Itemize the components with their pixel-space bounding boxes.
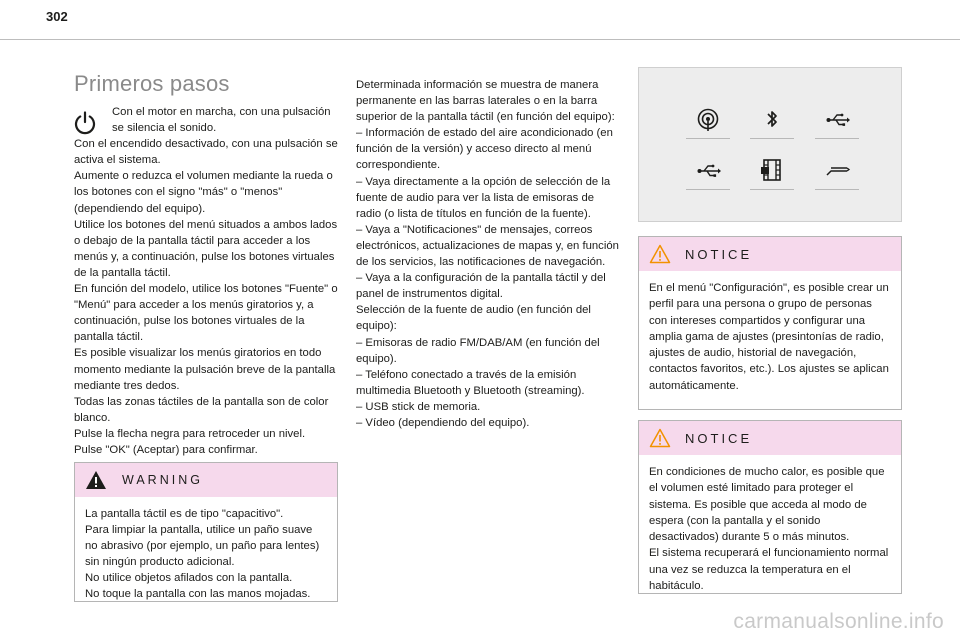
warning-box — [74, 462, 338, 602]
column-left — [74, 70, 338, 458]
notice-text: En el menú "Configuración", es posible crear un perfil para una persona o grupo de personas con intereses compartidos y configurar una amplia gama de ajustes (presintonías de radio, ajustes de audio, historial de navegación, contactos favoritos, etc.). Los ajustes se aplican automáticamente. — [649, 282, 889, 392]
notice-box-settings — [638, 236, 902, 410]
notice-icon — [649, 244, 671, 264]
warning-label: WARNING — [122, 473, 203, 487]
radio-icon — [686, 103, 730, 139]
usb-icon — [815, 103, 859, 139]
audio-source-icon-panel — [638, 67, 902, 222]
power-instruction — [74, 104, 338, 136]
warning-text: La pantalla táctil es de tipo "capacitivo". Para limpiar la pantalla, utilice un paño suave no abrasivo (por ejemplo, un paño para lentes) sin ningún producto adicional. No utilice objetos afilados con la pantalla. No toque la pantalla con las manos mojadas. — [85, 508, 320, 601]
intro-paragraph: Con el encendido desactivado, con una pulsación se activa el sistema. Aumente o reduzca el volumen mediante la rueda o los botones con el signo "más" o "menos" (dependiendo del equipo). Utilice los botones del menú situados a ambos lados o debajo de la pantalla táctil para acceder a los menús y, a continuación, pulse los botones virtuales de la pantalla táctil. En función del modelo, utilice los botones "Fuente" o "Menú" para acceder a los menús giratorios y, a continuación, pulse los botones virtuales de la pantalla táctil. Es posible visualizar los menús giratorios en todo momento mediante la pulsación breve de la pantalla mediante tres dedos. Todas las zonas táctiles de la pantalla son de color blanco. Pulse la flecha negra para retroceder un nivel. Pulse "OK" (Aceptar) para confirmar. — [74, 138, 338, 456]
page-number: 302 — [46, 9, 68, 24]
warning-icon — [85, 470, 107, 490]
notice-label: NOTICE — [685, 247, 753, 262]
usb-icon — [686, 154, 730, 190]
column-middle: Determinada información se muestra de manera permanente en las barras laterales o en la barra superior de la pantalla táctil (en función del equipo): – Información de estado del aire acondicionado (en función de la versión) y acceso directo al menú correspondiente. – Vaya directamente a la opción de selección de la fuente de audio para ver la lista de emisoras de radio (o lista de títulos en función de la fuente). – Vaya a "Notificaciones" de mensajes, correos electrónicos, actualizaciones de mapas y, en función de los servicios, las notificaciones de navegación. – Vaya a la configuración de la pantalla táctil y del panel de instrumentos digital. Selección de la fuente de audio (en función del equipo): – Emisoras de radio FM/DAB/AM (en función del equipo). – Teléfono conectado a través de la emisión multimedia Bluetooth y Bluetooth (streaming). – USB stick de memoria. – Vídeo (dependiendo del equipo). — [356, 79, 619, 429]
section-title: Primeros pasos — [74, 71, 230, 96]
warning-header — [75, 463, 337, 497]
notice-icon — [649, 428, 671, 448]
notice-header — [639, 421, 901, 455]
video-icon — [750, 154, 794, 190]
power-text: Con el motor en marcha, con una pulsación se silencia el sonido. — [112, 106, 331, 135]
bluetooth-icon — [750, 103, 794, 139]
aux-jack-icon — [815, 154, 859, 190]
notice-box-temperature — [638, 420, 902, 594]
header-divider — [0, 39, 960, 40]
notice-label: NOTICE — [685, 431, 753, 446]
power-icon — [72, 110, 98, 136]
notice-header — [639, 237, 901, 271]
watermark: carmanualsonline.info — [733, 610, 944, 633]
notice-text: En condiciones de mucho calor, es posible que el volumen esté limitado para proteger el sistema. Es posible que acceda al modo de espera (con la pantalla y el sonido desactivados) durante 5 o más minutos. El sistema recuperará el funcionamiento normal una vez se reduzca la temperatura en el habitáculo. — [649, 466, 889, 593]
